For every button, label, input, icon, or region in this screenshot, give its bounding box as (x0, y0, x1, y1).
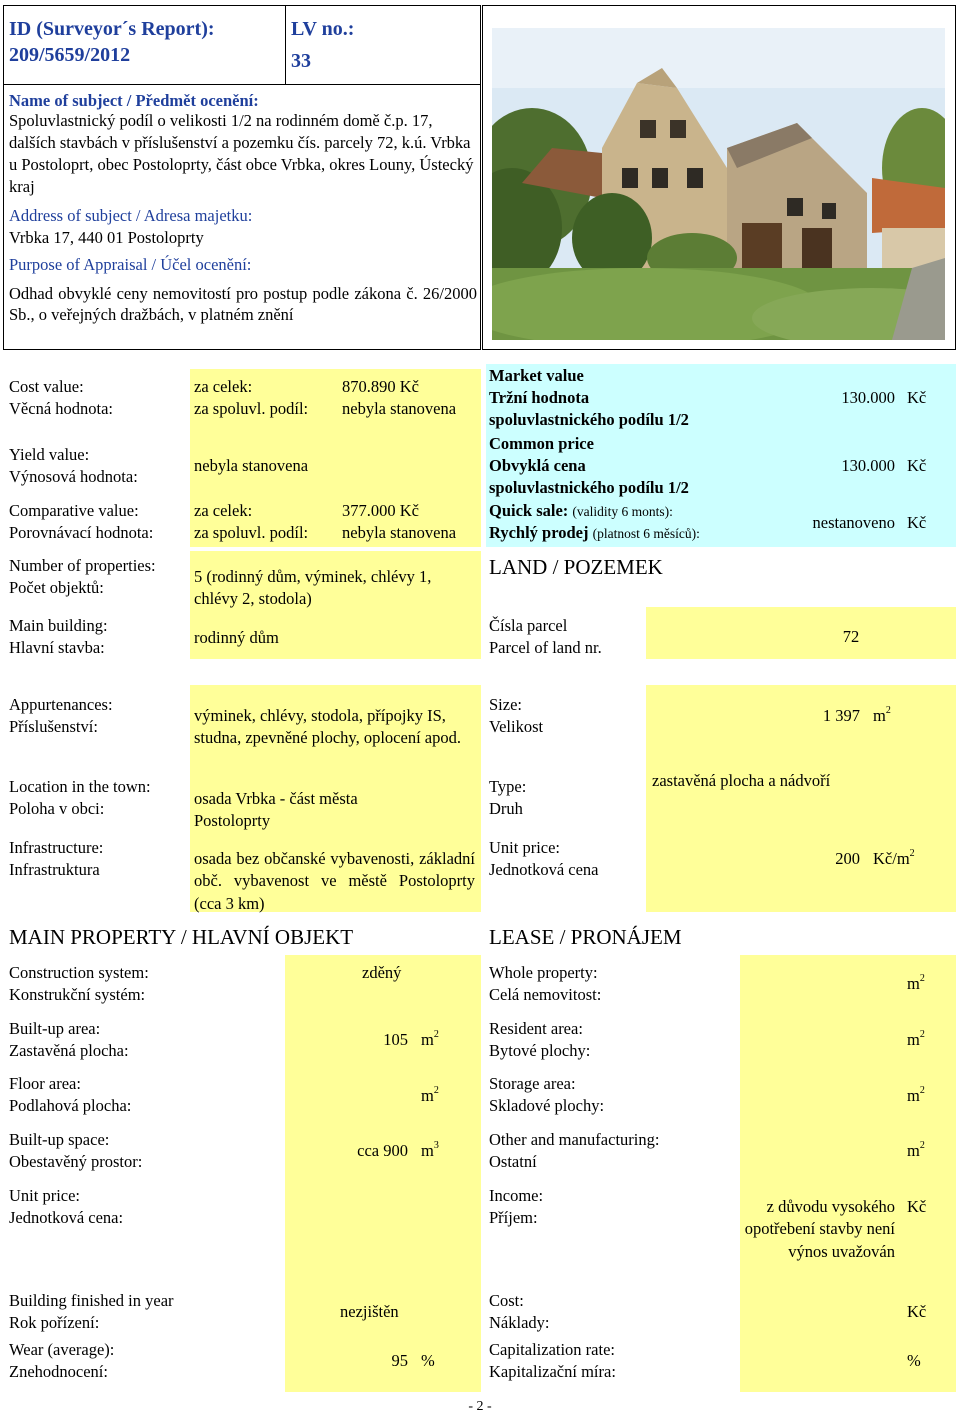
quick-l2: Rychlý prodej (489, 523, 589, 542)
quick-l1: Quick sale: (489, 501, 569, 520)
other-unit: $m^2$ (907, 1140, 925, 1160)
storage-area-label: Storage area: Skladové plochy: (489, 1074, 605, 1116)
resident-area-unit: $m^2$ (907, 1029, 925, 1049)
wear-label: Wear (average): Znehodnocení: (9, 1340, 115, 1382)
main-building-value: rodinný dům (194, 628, 279, 647)
builtup-space-value: cca 900 (357, 1141, 408, 1160)
construction-label: Construction system: Konstrukční systém: (9, 963, 149, 1005)
comp-whole-label: za celek: (194, 501, 253, 520)
common-label-en: Common price (489, 434, 594, 453)
common-label-cz: Obvyklá cena (489, 456, 586, 475)
comp-whole-value: 377.000 Kč (342, 501, 419, 520)
size-label: Size: Velikost (489, 695, 544, 737)
comparative-value-label: Comparative value: Porovnávací hodnota: (9, 501, 154, 543)
type-label: Type: Druh (489, 777, 527, 819)
parcel-value: 72 (842, 627, 860, 646)
purpose-value: Odhad obvyklé ceny nemovitostí pro postup podle zákona č. 26/2000 Sb., o veřejných dražbách, v platném znění (9, 284, 477, 325)
whole-property-label: Whole property: Celá nemovitost: (489, 963, 602, 1005)
comp-share-label: za spoluvl. podíl: (194, 523, 309, 542)
quick-sale-label-en (489, 500, 673, 521)
other-label: Other and manufacturing: Ostatní (489, 1130, 660, 1172)
address-label: Address of subject / Adresa majetku: (9, 206, 253, 225)
common-currency: Kč (907, 456, 927, 475)
market-label-share: spoluvlastnického podílu 1/2 (489, 410, 689, 429)
builtup-area-label: Built-up area: Zastavěná plocha: (9, 1019, 129, 1061)
cost-value-label: Cost value: Věcná hodnota: (9, 377, 114, 419)
lv-label: LV no.: (291, 18, 355, 40)
quick-sale-label-cz (489, 522, 700, 543)
wear-unit: % (421, 1351, 435, 1370)
lv-value: 33 (291, 50, 311, 72)
capitalization-unit: % (907, 1351, 921, 1370)
cost-share-value: nebyla stanovena (342, 399, 457, 418)
builtup-unit-text: m (421, 1030, 434, 1049)
construction-value: zděný (362, 963, 402, 982)
whole-property-unit: $m^2$ (907, 973, 925, 993)
floor-area-unit: $m^2$ (421, 1085, 439, 1105)
type-value: zastavěná plocha a nádvoří (652, 771, 831, 790)
lease-bg (740, 955, 956, 1392)
location-label: Location in the town: Poloha v obci: (9, 777, 151, 819)
floor-unit-text: m (421, 1086, 434, 1105)
quick-l2-small: (platnost 6 měsíců): (592, 526, 700, 541)
main-property-bg (285, 955, 481, 1392)
id-value: 209/5659/2012 (9, 44, 131, 66)
cost-whole-label: za celek: (194, 377, 253, 396)
lease-title: LEASE / PRONÁJEM (489, 925, 682, 949)
builtup-space-unit: $m^3$ (421, 1140, 439, 1160)
market-currency: Kč (907, 388, 927, 407)
space-unit-text: m (421, 1141, 434, 1160)
parcel-label: Čísla parcel Parcel of land nr. (489, 616, 602, 658)
other-unit-text: m (907, 1141, 920, 1160)
subject-name-value: Spoluvlastnický podíl o velikosti 1/2 na rodinném domě č.p. 17, dalších stavbách v příslušenství a pozemku čís. parcely 72, k.ú. Vrbka u Postoloprt, obec Postoloprty, část obce Vrbka, okres Louny, Ústecký kraj (9, 111, 474, 197)
income-label: Income: Příjem: (489, 1186, 544, 1228)
purpose-label: Purpose of Appraisal / Účel ocenění: (9, 255, 252, 274)
storage-unit-text: m (907, 1086, 920, 1105)
infrastructure-label: Infrastructure: Infrastruktura (9, 838, 104, 880)
id-label: ID (Surveyor´s Report): (9, 18, 215, 40)
wear-value: 95 (391, 1351, 408, 1370)
number-of-properties-value: 5 (rodinný dům, výminek, chlévy 1, chlévy 2, stodola) (194, 567, 432, 609)
land-unit-price-unit-text: Kč/m (873, 849, 910, 868)
yield-value: nebyla stanovena (194, 456, 309, 475)
quick-l1-small: (validity 6 monts): (572, 504, 673, 519)
size-unit-text: m (873, 706, 886, 725)
whole-unit-text: m (907, 974, 920, 993)
income-value: z důvodu vysokého opotřebení stavby není výnos uvažován (744, 1197, 895, 1261)
cost-share-label: za spoluvl. podíl: (194, 399, 309, 418)
address-value: Vrbka 17, 440 01 Postoloprty (9, 228, 204, 247)
appurtenances-value: výminek, chlévy, stodola, přípojky IS, studna, zpevněné plochy, oplocení apod. (194, 706, 461, 748)
land-unit-price-value: 200 (835, 849, 860, 868)
property-photo (492, 28, 945, 340)
cost-label: Cost: Náklady: (489, 1291, 550, 1333)
common-label-share: spoluvlastnického podílu 1/2 (489, 478, 689, 497)
cost-unit: Kč (907, 1302, 927, 1321)
year-value: nezjištěn (340, 1302, 399, 1321)
market-label-en: Market value (489, 366, 584, 385)
storage-area-unit: $m^2$ (907, 1085, 925, 1105)
page-number: - 2 - (468, 1399, 492, 1414)
year-label: Building finished in year Rok pořízení: (9, 1291, 174, 1333)
income-unit: Kč (907, 1197, 927, 1216)
unit-price-label: Unit price: Jednotková cena: (9, 1186, 124, 1228)
capitalization-label: Capitalization rate: Kapitalizační míra: (489, 1340, 616, 1382)
infrastructure-value: osada bez občanské vybavenosti, základní obč. vybavenost ve městě Postoloprty (cca 3 km) (194, 849, 475, 913)
appurtenances-label: Appurtenances: Příslušenství: (9, 695, 113, 737)
size-value: 1 397 (822, 706, 860, 725)
quick-currency: Kč (907, 513, 927, 532)
comp-share-value: nebyla stanovena (342, 523, 457, 542)
id-divider (285, 5, 286, 85)
cost-whole-value: 870.890 Kč (342, 377, 419, 396)
land-unit-price-label: Unit price: Jednotková cena (489, 838, 599, 880)
common-value: 130.000 (841, 456, 895, 475)
id-bottom-line (3, 84, 481, 85)
location-value: osada Vrbka - část města Postoloprty (194, 789, 358, 831)
quick-value: nestanoveno (812, 513, 895, 532)
main-property-title: MAIN PROPERTY / HLAVNÍ OBJEKT (9, 925, 354, 949)
land-title: LAND / POZEMEK (489, 555, 663, 579)
market-label-cz: Tržní hodnota (489, 388, 590, 407)
builtup-area-value: 105 (383, 1030, 408, 1049)
floor-area-label: Floor area: Podlahová plocha: (9, 1074, 132, 1116)
resident-area-label: Resident area: Bytové plochy: (489, 1019, 591, 1061)
number-of-properties-label: Number of properties: Počet objektů: (9, 556, 156, 598)
size-unit: $m^2$ (873, 705, 891, 725)
main-building-label: Main building: Hlavní stavba: (9, 616, 108, 658)
land-unit-price-unit: $Kč/m^2$ (873, 848, 915, 868)
market-value: 130.000 (841, 388, 895, 407)
subject-name-label: Name of subject / Předmět ocenění: (9, 91, 259, 110)
yield-value-label: Yield value: Výnosová hodnota: (9, 445, 138, 487)
builtup-space-label: Built-up space: Obestavěný prostor: (9, 1130, 143, 1172)
builtup-area-unit: $m^2$ (421, 1029, 439, 1049)
resident-unit-text: m (907, 1030, 920, 1049)
